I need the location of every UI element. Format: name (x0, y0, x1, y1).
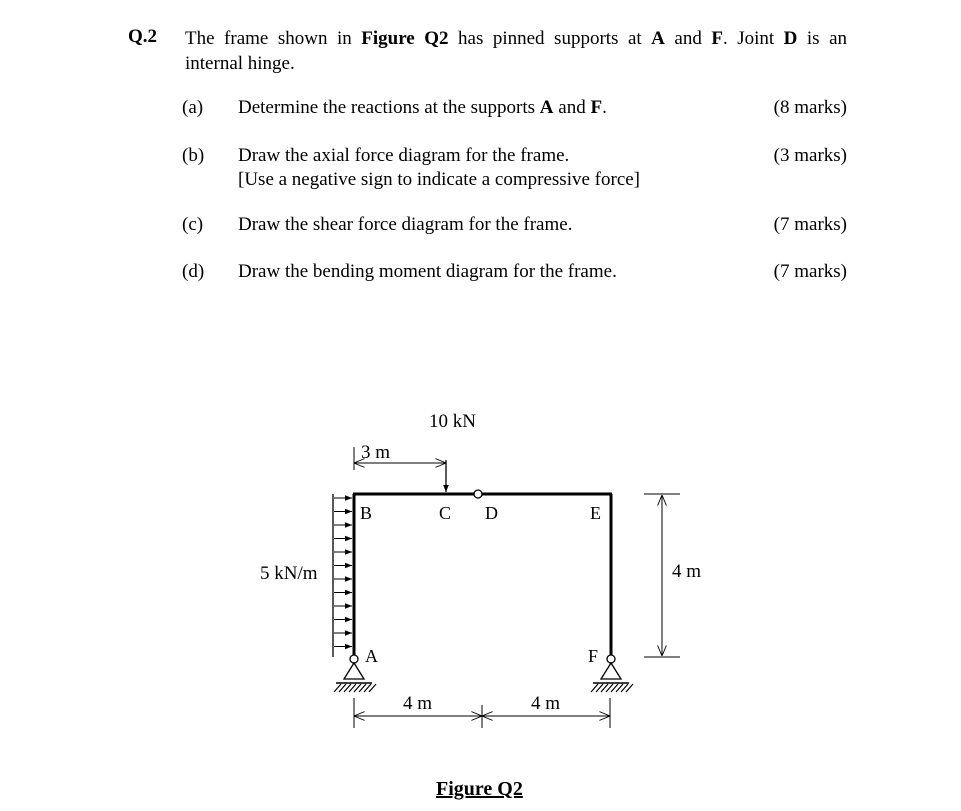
udl-label: 5 kN/m (260, 563, 318, 584)
part-text-span: . (602, 97, 607, 118)
udl-arrows-icon (334, 498, 352, 647)
part-text-line: Draw the axial force diagram for the frame. (238, 145, 570, 166)
part-text: Draw the shear force diagram for the frame. (238, 214, 573, 235)
load-offset-label: 3 m (361, 442, 391, 463)
question-number: Q.2 (128, 26, 158, 47)
figure-caption: Figure Q2 (436, 778, 523, 800)
stem-line-2: internal hinge. (185, 53, 295, 74)
node-c-label: C (439, 503, 452, 523)
stem-node-f: F (711, 28, 723, 49)
dimension-spans (354, 698, 610, 728)
part-node-f: F (590, 97, 603, 118)
part-text: Draw the bending moment diagram for the frame. (238, 261, 617, 282)
node-f-label: F (588, 646, 599, 666)
part-label: (d) (182, 261, 205, 282)
frame (353, 494, 612, 657)
stem-text: has pinned supports at (448, 28, 652, 49)
distributed-load (333, 494, 352, 657)
stem-figure-ref: Figure Q2 (361, 28, 449, 49)
point-load-label: 10 kN (429, 411, 476, 432)
part-marks: (3 marks) (773, 145, 847, 166)
height-label: 4 m (672, 561, 702, 582)
part-marks: (7 marks) (773, 261, 847, 282)
part-text-span: Determine the reactions at the supports (238, 97, 540, 118)
node-e-label: E (590, 503, 601, 523)
span-right-label: 4 m (531, 693, 561, 714)
part-marks: (7 marks) (773, 214, 847, 235)
stem-text: . Joint (722, 28, 784, 49)
part-text-span: and (553, 97, 591, 118)
hinge-d-icon (474, 490, 482, 498)
part-text-line: [Use a negative sign to indicate a compressive force] (238, 169, 641, 190)
stem-node-d: D (783, 28, 798, 49)
part-node-a: A (539, 97, 554, 118)
part-label: (c) (182, 214, 204, 235)
node-b-label: B (360, 503, 373, 523)
part-label: (a) (182, 97, 204, 118)
node-a-label: A (365, 646, 378, 666)
node-d-label: D (485, 503, 498, 523)
stem-node-a: A (651, 28, 665, 49)
span-left-label: 4 m (403, 693, 433, 714)
part-marks: (8 marks) (773, 97, 847, 118)
stem-text: The frame shown in (185, 28, 362, 49)
stem-text: is an (797, 28, 848, 49)
stem-text: and (664, 28, 712, 49)
part-label: (b) (182, 145, 205, 166)
